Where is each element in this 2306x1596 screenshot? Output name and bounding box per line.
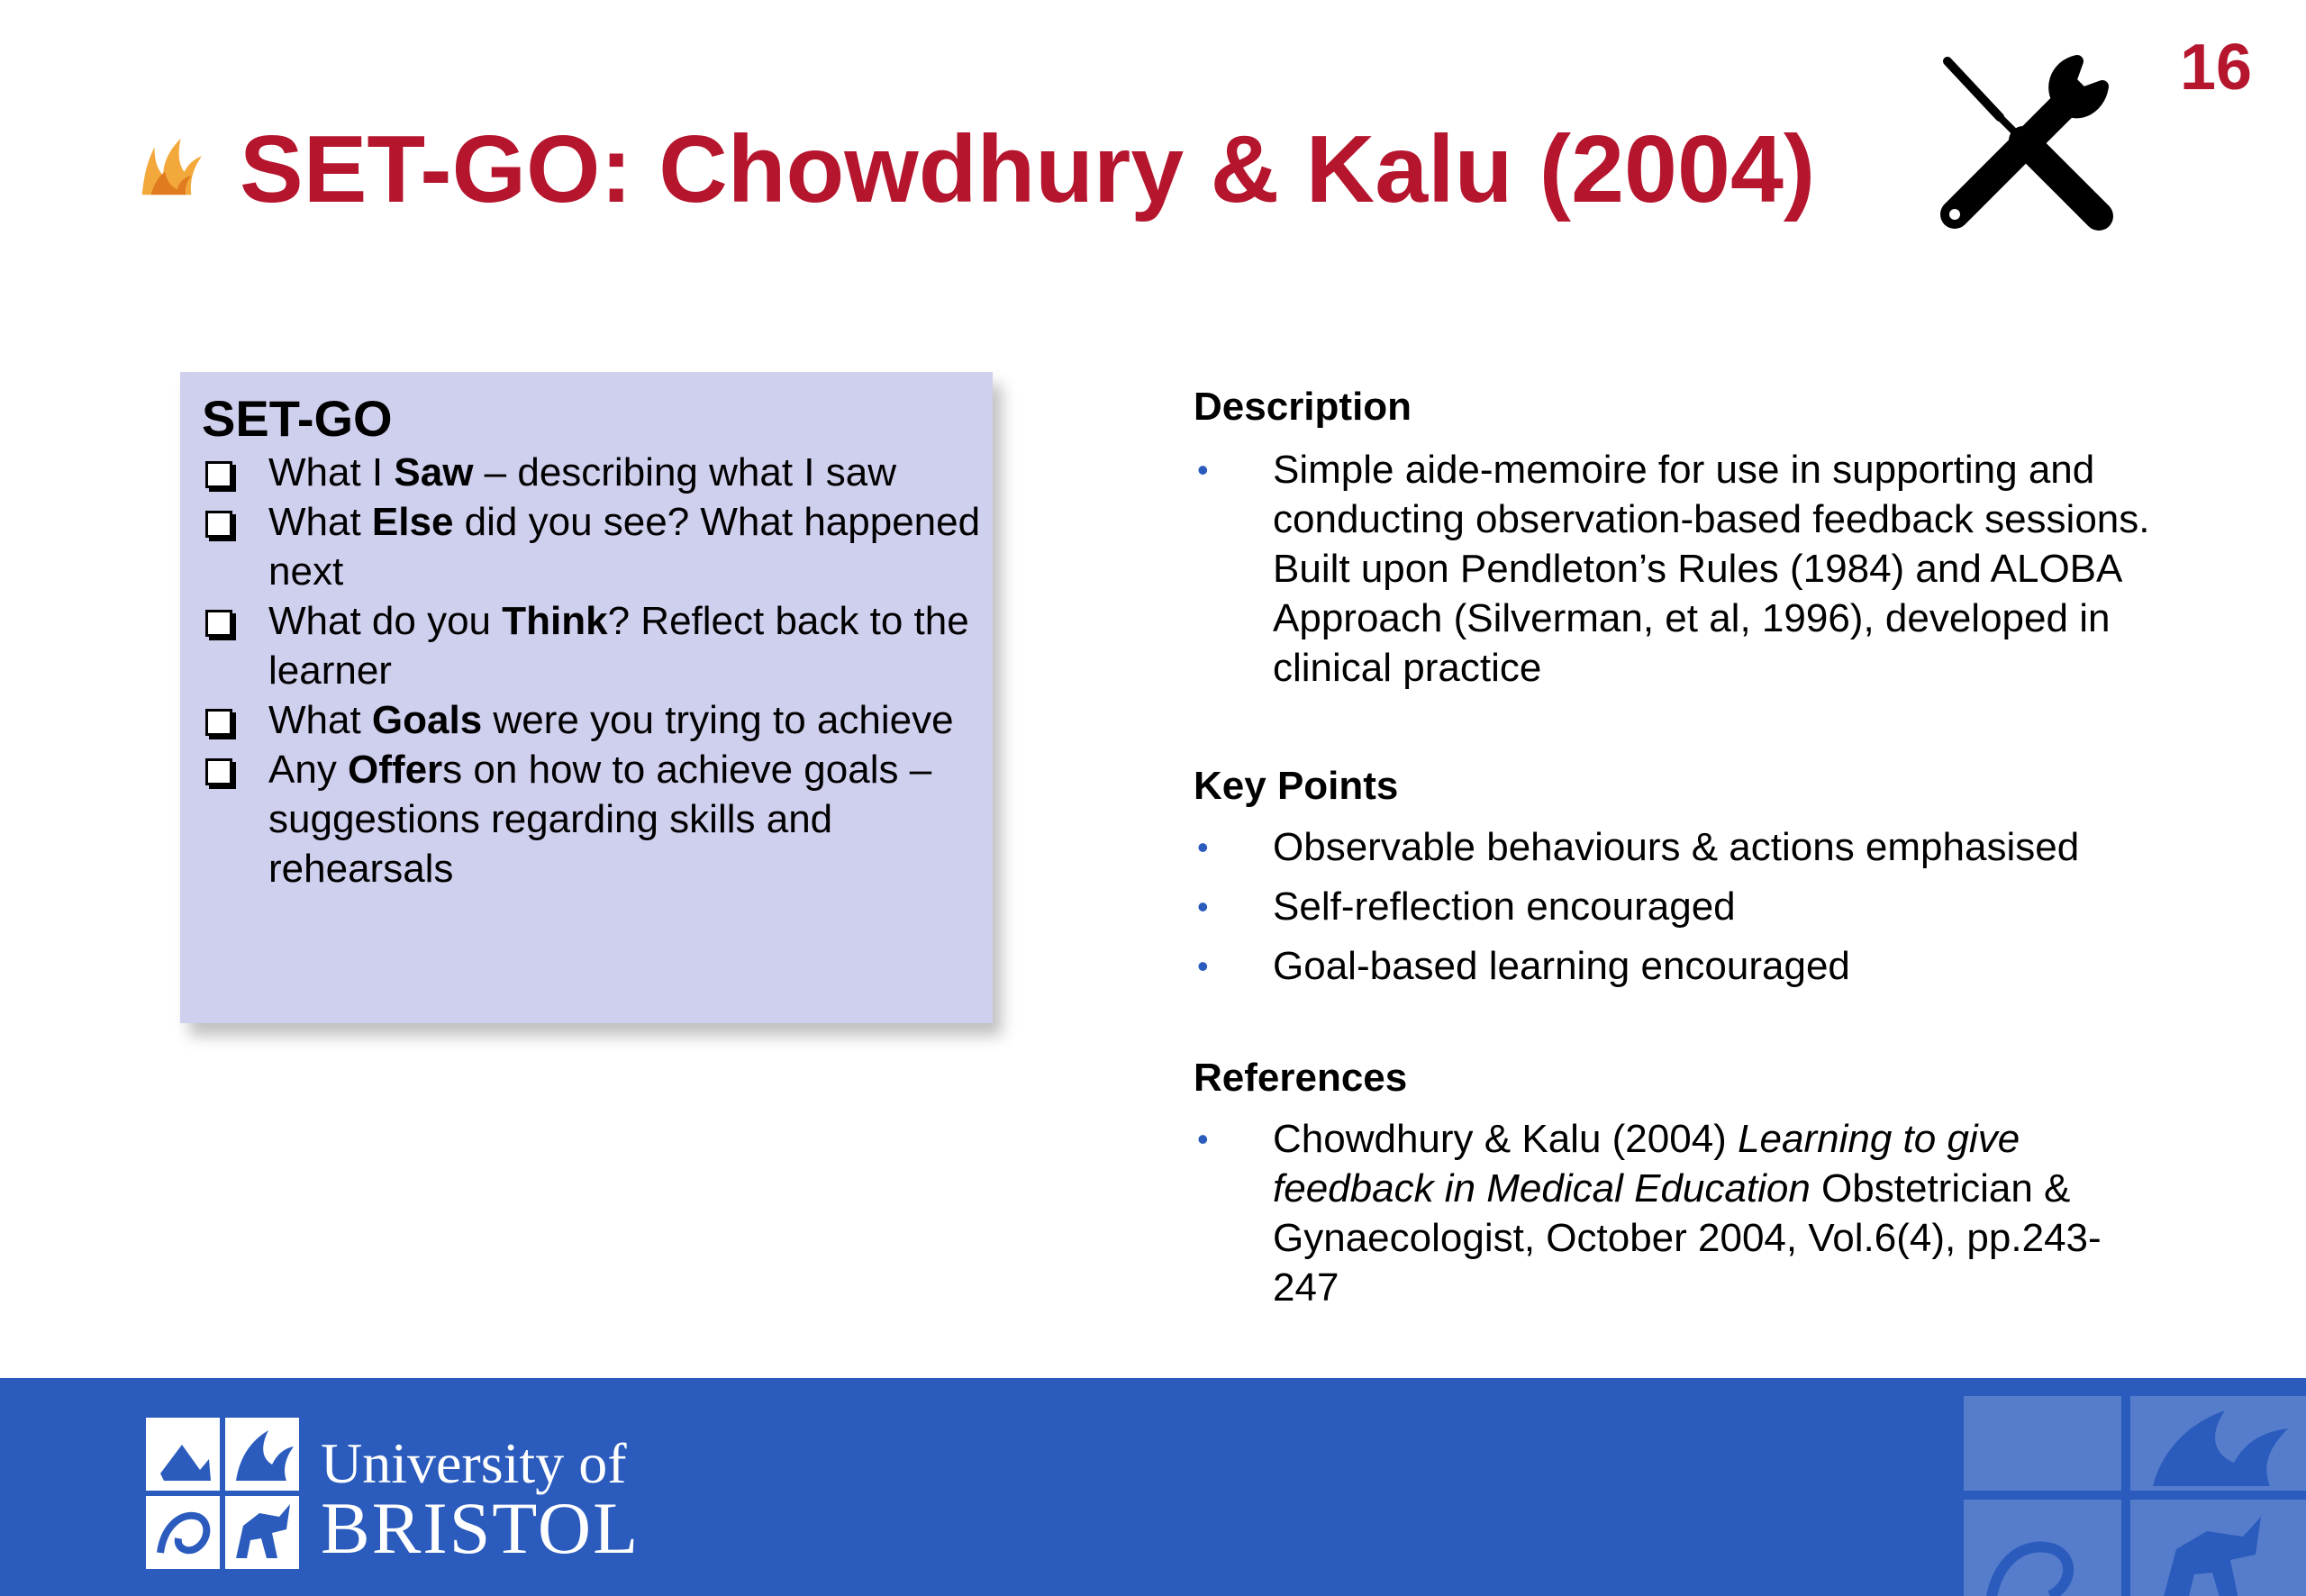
checkbox-icon <box>205 758 232 785</box>
university-name-line2: BRISTOL <box>321 1487 640 1569</box>
key-point-text: Self-reflection encouraged <box>1273 884 1736 929</box>
references-list <box>1194 1114 2166 1312</box>
slide-title: SET-GO: Chowdhury & Kalu (2004) <box>240 116 1816 222</box>
setgo-item <box>202 745 985 893</box>
setgo-item-text-run: Think <box>502 599 608 643</box>
setgo-item-text-run: What do you <box>268 599 503 643</box>
reference-text-run: Obstetrician & Gynaecologist, October 2004, Vol.6(4), pp.243-247 <box>1273 1166 2102 1310</box>
setgo-item-text-run: s on how to achieve goals – suggestions regarding skills and rehearsals <box>268 748 932 891</box>
key-point-item <box>1194 941 2166 991</box>
setgo-item-text-run: What <box>268 500 372 544</box>
setgo-item <box>202 497 985 596</box>
setgo-item-text-run: Saw <box>394 450 474 494</box>
key-point-text: Observable behaviours & actions emphasised <box>1273 825 2080 869</box>
reference-text-run: Chowdhury & Kalu (2004) <box>1273 1117 1739 1161</box>
setgo-item <box>202 695 985 745</box>
key-points-heading: Key Points <box>1194 764 1399 808</box>
description-heading: Description <box>1194 385 1412 429</box>
reference-text <box>1273 1117 2102 1310</box>
footer-banner <box>0 1378 2306 1596</box>
references-heading: References <box>1194 1056 1408 1100</box>
bullet-dot-icon: • <box>1197 451 1209 488</box>
setgo-item-text-run: What I <box>268 450 395 494</box>
bullet-dot-icon: • <box>1197 829 1209 866</box>
setgo-item-text-run: What <box>268 698 372 742</box>
setgo-item <box>202 596 985 695</box>
checkbox-icon <box>205 461 232 488</box>
description-text: Simple aide-memoire for use in supporting and conducting observation-based feedback sessions. Built upon Pendleton’s Rules (1984) and ALOBA Approach (Silverman, et al, 1996), developed in clinical practice <box>1273 448 2150 690</box>
reference-text-run: Learning to give feedback in Medical Education <box>1273 1117 2020 1211</box>
description-bullet <box>1194 445 2166 693</box>
university-name-line1: University of <box>321 1431 627 1495</box>
setgo-item <box>202 448 985 497</box>
setgo-item-text-run: did you see? What happened next <box>268 500 981 594</box>
setgo-item-text-run: Goals <box>371 698 483 742</box>
bullet-dot-icon: • <box>1197 888 1209 925</box>
setgo-item-text-run: Else <box>371 500 454 544</box>
bullet-dot-icon: • <box>1197 1120 1209 1157</box>
setgo-box <box>180 372 993 1023</box>
reference-item <box>1194 1114 2166 1312</box>
key-point-text: Goal-based learning encouraged <box>1273 944 1850 988</box>
checkbox-icon <box>205 709 232 736</box>
checkbox-icon <box>205 610 232 637</box>
setgo-item-text-run: – describing what I saw <box>473 450 896 494</box>
setgo-heading: SET-GO <box>202 390 393 447</box>
wrench-screwdriver-icon <box>1928 45 2126 234</box>
key-point-item <box>1194 822 2166 872</box>
checkbox-icon <box>205 511 232 538</box>
setgo-checklist <box>202 448 985 893</box>
setgo-item-text-run: Offer <box>348 748 443 792</box>
flame-bullet-icon <box>135 131 205 202</box>
university-crest-icon <box>146 1418 299 1569</box>
key-points-list <box>1194 822 2166 991</box>
info-column <box>1194 378 2166 1312</box>
crest-watermark-icon <box>1964 1396 2306 1596</box>
setgo-item-text-run: ? Reflect back to the learner <box>268 599 969 693</box>
bullet-dot-icon: • <box>1197 948 1209 984</box>
key-point-item <box>1194 882 2166 931</box>
slide-number: 16 <box>2180 32 2253 104</box>
description-list <box>1194 445 2166 693</box>
setgo-item-text-run: Any <box>268 748 349 792</box>
setgo-item-text-run: were you trying to achieve <box>482 698 954 742</box>
